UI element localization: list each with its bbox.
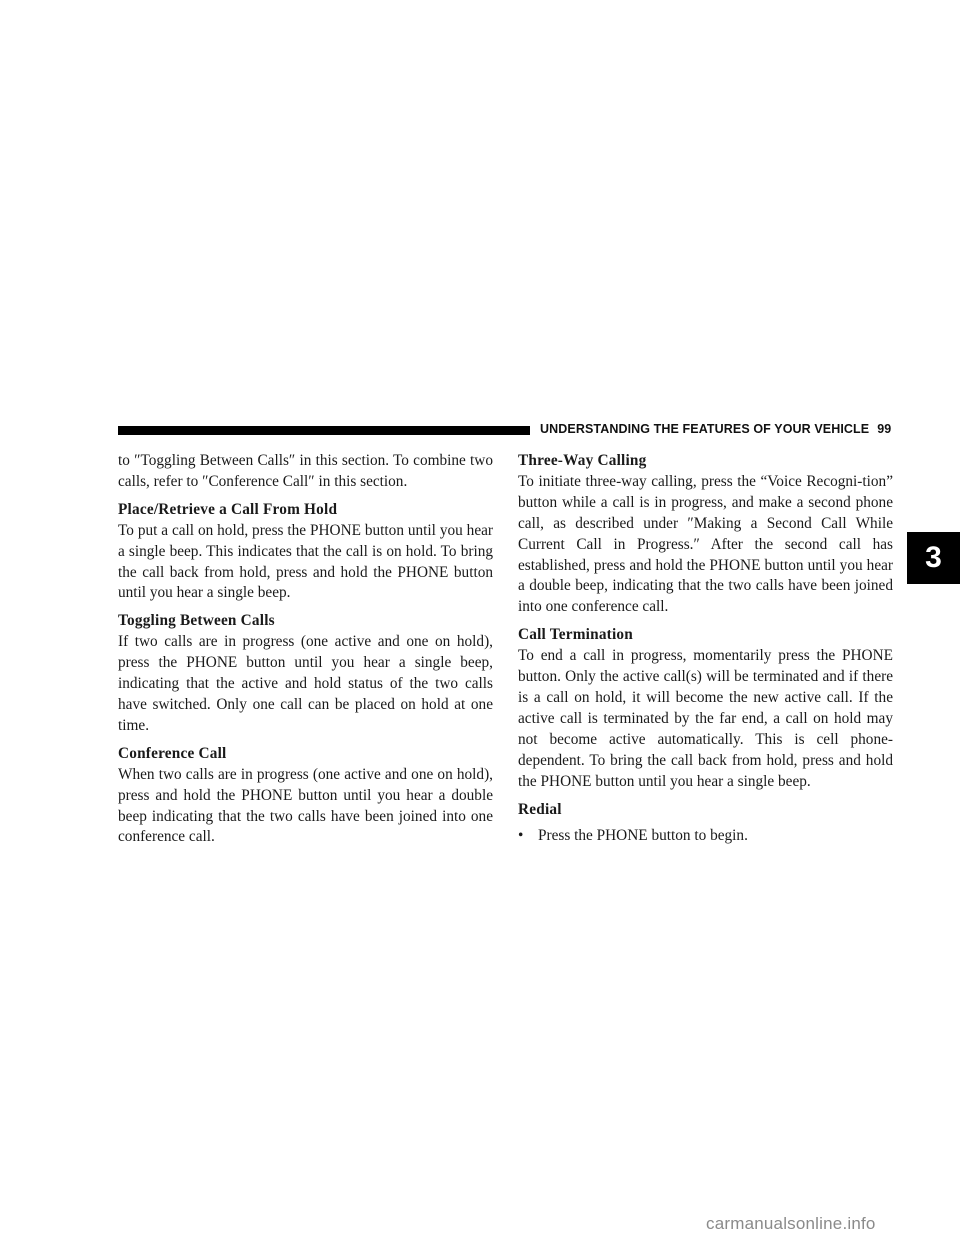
- page-number: 99: [877, 422, 892, 436]
- section-heading-hold: Place/Retrieve a Call From Hold: [118, 500, 338, 518]
- right-column: [518, 451, 893, 847]
- section-body-termination: To end a call in progress, momentarily press the PHONE button. Only the active call(s) will be terminated and if there is a call on hold, it will become the new active call. If the active call is terminated by the far end, a call on hold may not become active automatically. This is cell phone-dependent. To bring the call back from hold, press and hold the PHONE button until you hear a single beep.: [518, 647, 893, 790]
- section-body-hold: To put a call on hold, press the PHONE button until you hear a single beep. This indicates that the call is on hold. To bring the call back from hold, press and hold the PHONE button until you hear a single beep.: [118, 521, 493, 602]
- chapter-tab: 3: [907, 532, 960, 584]
- bullet-text: Press the PHONE button to begin.: [538, 827, 748, 845]
- section-body-three-way: To initiate three-way calling, press the “Voice Recogni-tion” button while a call is in progress, and make a second phone call, as described under ″Making a Second Call While Current Call in Progress.″ After the second call has established, press and hold the PHONE button until you hear a double beep, indicating that the two calls have been joined into one conference call.: [518, 472, 893, 616]
- section-body-toggling: If two calls are in progress (one active and one on hold), press the PHONE button until you hear a single beep, indicating that the active and hold status of the two calls have switched. Only one call can be placed on hold at one time.: [118, 633, 493, 734]
- header-rule: [118, 426, 530, 435]
- section-body-conference: When two calls are in progress (one active and one on hold), press and hold the PHONE button until you hear a double beep indicating that the two calls have been joined into one conference call.: [118, 765, 493, 846]
- left-column: [118, 451, 493, 848]
- intro-paragraph: to ″Toggling Between Calls″ in this section. To combine two calls, refer to ″Conference Call″ in this section.: [118, 452, 493, 490]
- header-title: UNDERSTANDING THE FEATURES OF YOUR VEHICLE: [540, 422, 870, 436]
- section-heading-redial: Redial: [518, 800, 562, 818]
- section-heading-termination: Call Termination: [518, 626, 633, 644]
- watermark: carmanualsonline.info: [706, 1214, 876, 1233]
- list-item: [518, 826, 893, 847]
- bullet-icon: •: [518, 827, 524, 845]
- running-header: [540, 422, 891, 436]
- section-heading-three-way: Three-Way Calling: [518, 452, 647, 469]
- section-heading-toggling: Toggling Between Calls: [118, 612, 275, 630]
- section-heading-conference: Conference Call: [118, 744, 227, 762]
